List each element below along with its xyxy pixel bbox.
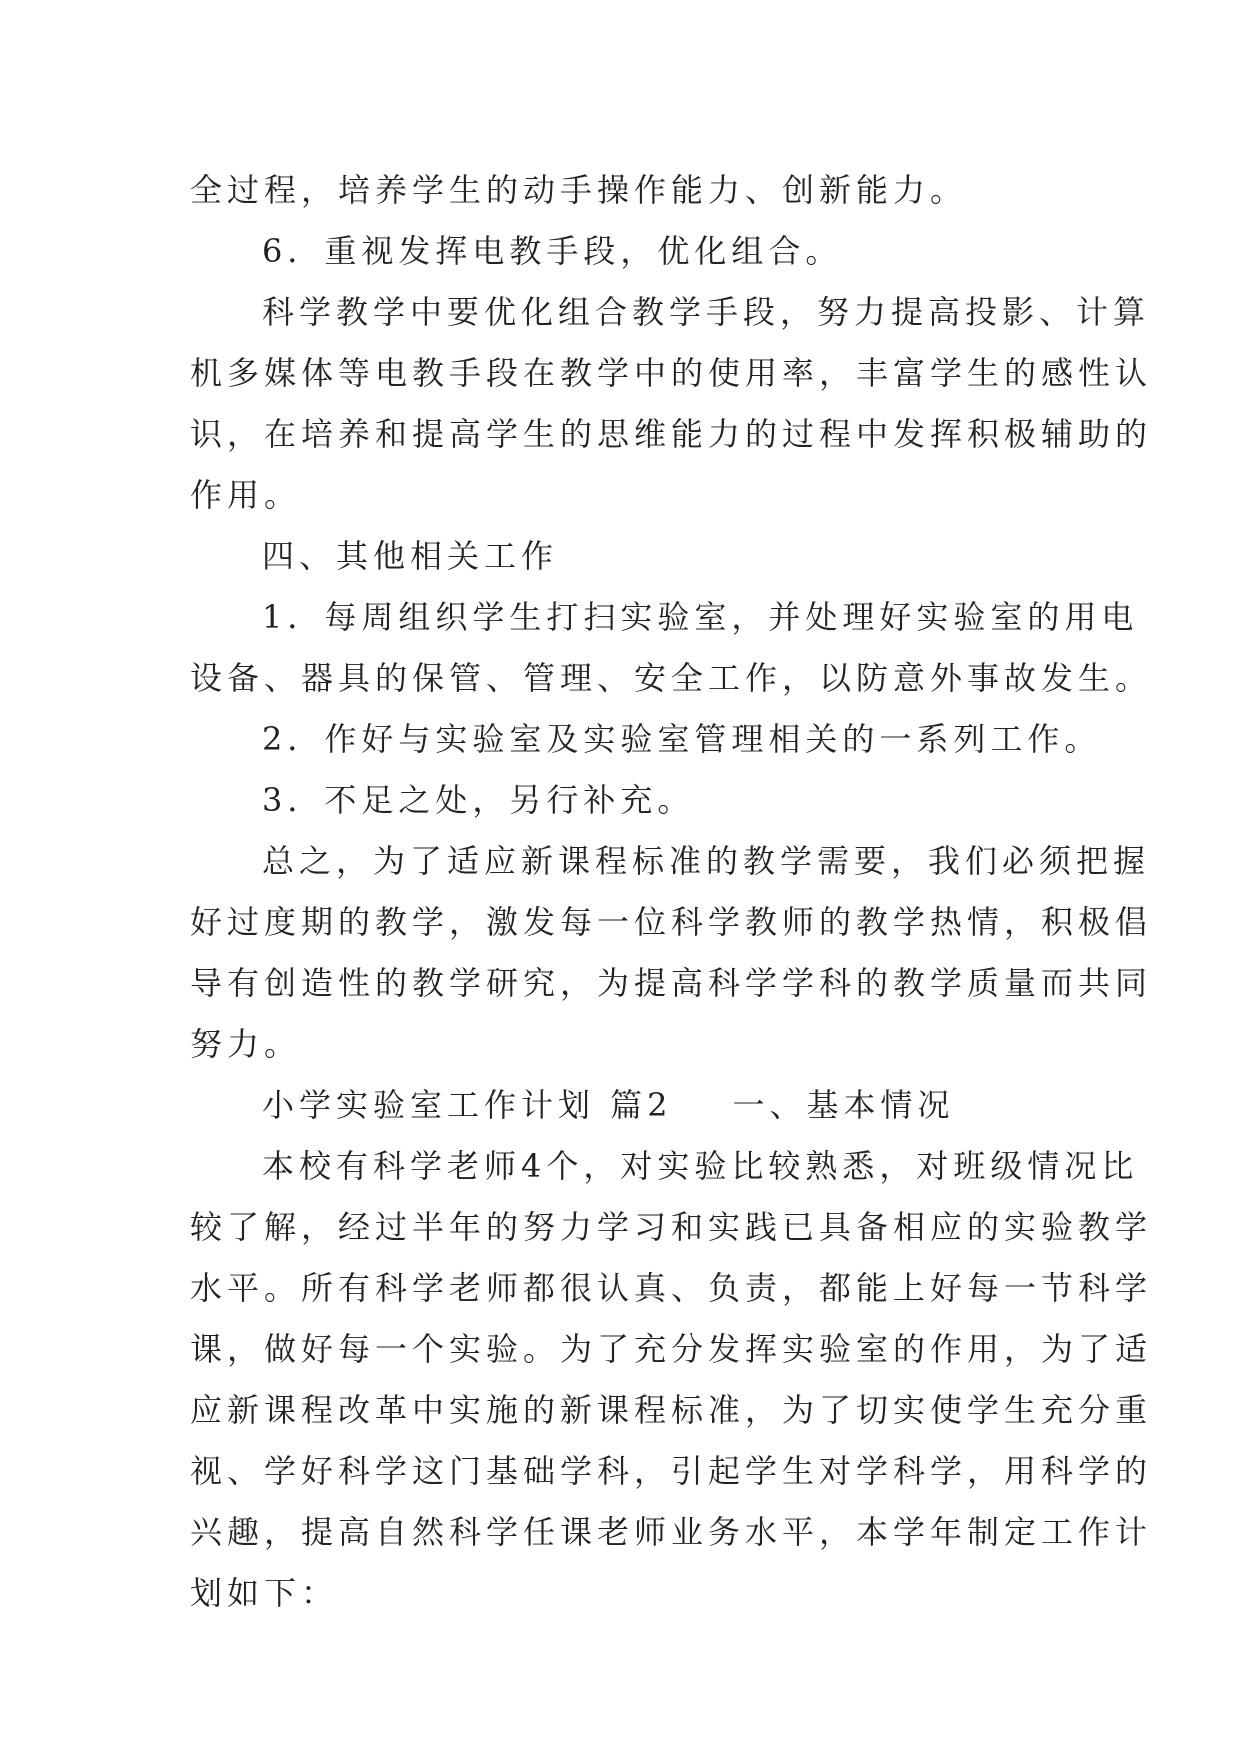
section-title: 小学实验室工作计划 篇2 — [262, 1086, 673, 1124]
text-line: 设备、器具的保管、管理、安全工作，以防意外事故发生。 — [190, 659, 1153, 697]
text-line: 课，做好每一个实验。为了充分发挥实验室的作用，为了适 — [190, 1330, 1153, 1368]
text-line: 好过度期的教学，激发每一位科学教师的教学热情，积极倡 — [190, 903, 1153, 941]
text-line: 导有创造性的教学研究，为提高科学学科的教学质量而共同 — [190, 964, 1153, 1002]
text-line: 机多媒体等电教手段在教学中的使用率，丰富学生的感性认 — [190, 354, 1153, 392]
document-body — [190, 160, 1153, 1624]
text-line: 努力。 — [190, 1025, 302, 1063]
section-heading: 四、其他相关工作 — [262, 537, 559, 575]
text-line: 划如下： — [190, 1574, 339, 1612]
text-line: 全过程，培养学生的动手操作能力、创新能力。 — [190, 171, 968, 209]
item-heading: 6．重视发挥电教手段，优化组合。 — [262, 232, 843, 270]
section-subtitle: 一、基本情况 — [732, 1086, 955, 1124]
section-title-line — [190, 1075, 1070, 1136]
text-line: 视、学好科学这门基础学科，引起学生对学科学，用科学的 — [190, 1452, 1153, 1490]
text-line: 兴趣，提高自然科学任课老师业务水平，本学年制定工作计 — [190, 1513, 1153, 1551]
text-line: 2．作好与实验室及实验室管理相关的一系列工作。 — [262, 720, 1102, 758]
text-line: 1．每周组织学生打扫实验室，并处理好实验室的用电 — [262, 598, 1139, 636]
text-line: 应新课程改革中实施的新课程标准，为了切实使学生充分重 — [190, 1391, 1153, 1429]
text-line: 识，在培养和提高学生的思维能力的过程中发挥积极辅助的 — [190, 415, 1153, 453]
text-line: 水平。所有科学老师都很认真、负责，都能上好每一节科学 — [190, 1269, 1153, 1307]
text-line: 较了解，经过半年的努力学习和实践已具备相应的实验教学 — [190, 1208, 1153, 1246]
text-line: 作用。 — [190, 476, 302, 514]
text-line: 总之，为了适应新课程标准的教学需要，我们必须把握 — [262, 842, 1151, 880]
text-line: 3．不足之处，另行补充。 — [262, 781, 695, 819]
text-line: 科学教学中要优化组合教学手段，努力提高投影、计算 — [262, 293, 1151, 331]
text-line: 本校有科学老师4个，对实验比较熟悉，对班级情况比 — [262, 1147, 1139, 1185]
